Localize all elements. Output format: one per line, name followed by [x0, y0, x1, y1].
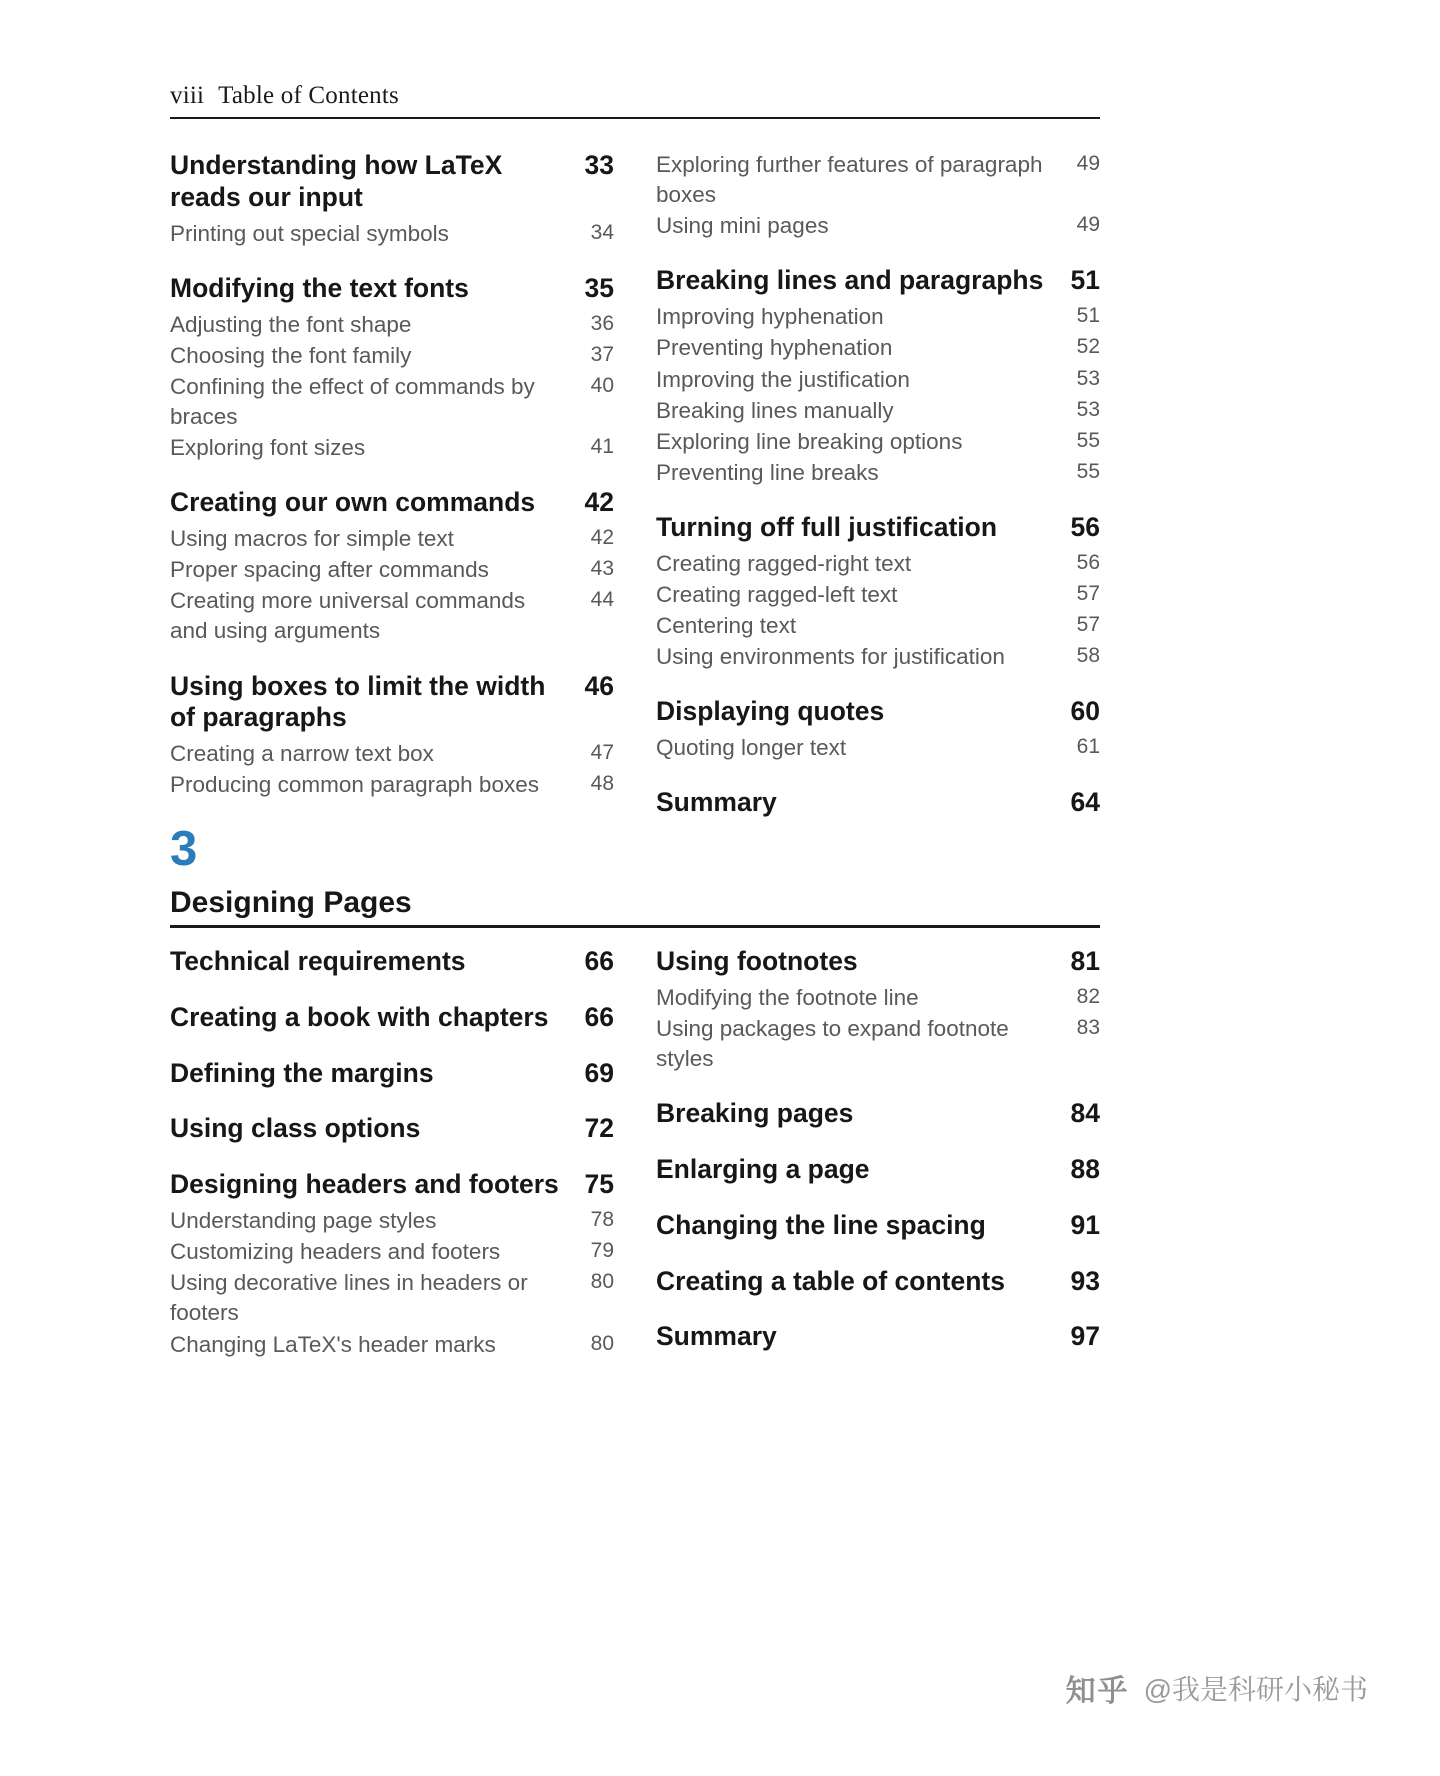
toc-entry-page-number: 41 — [590, 435, 614, 459]
toc-entry-subsection[interactable] — [656, 302, 1100, 332]
toc-entry-subsection[interactable] — [656, 733, 1100, 763]
toc-entry-section[interactable] — [656, 265, 1100, 297]
toc-entry-label: Creating ragged-left text — [656, 582, 898, 607]
watermark — [1066, 1666, 1368, 1710]
toc-entry-page-number: 56 — [1076, 550, 1100, 574]
toc-entry-page-number: 53 — [1076, 366, 1100, 390]
toc-entry-label: Using environments for justification — [656, 644, 1005, 670]
toc-entry-label: Centering text — [656, 613, 797, 639]
toc-column-right — [656, 150, 1100, 819]
toc-column-right — [656, 946, 1100, 1360]
toc-entry-label: Quoting longer text — [656, 735, 847, 761]
toc-entry-subsection[interactable] — [656, 396, 1100, 426]
toc-entry-section[interactable] — [656, 1266, 1100, 1298]
toc-entry-label: Preventing hyphenation — [656, 335, 893, 361]
toc-entry-label: Turning off full justification — [656, 512, 998, 543]
toc-entry-label: Choosing the font family — [170, 342, 412, 368]
toc-entry-section[interactable] — [656, 787, 1100, 819]
toc-entry-subsection[interactable] — [656, 150, 1100, 210]
toc-entry-page-number: 49 — [1076, 152, 1100, 175]
toc-entry-label: Defining the margins — [170, 1057, 434, 1088]
toc-entry-subsection[interactable] — [656, 983, 1100, 1013]
toc-entry-section[interactable] — [170, 1113, 614, 1145]
toc-entry-label: Preventing line breaks — [656, 459, 879, 485]
toc-entry-subsection[interactable] — [170, 770, 614, 800]
toc-entry-subsection[interactable] — [170, 219, 614, 249]
toc-entry-page-number: 64 — [1070, 787, 1100, 818]
toc-column-left — [170, 946, 614, 1360]
toc-entry-section[interactable] — [170, 671, 614, 735]
toc-entry-subsection[interactable] — [656, 642, 1100, 672]
toc-entry-label: Confining the effect of commands by braces — [170, 373, 535, 429]
toc-entry-subsection[interactable] — [170, 341, 614, 371]
chapter-number: 3 — [170, 822, 197, 876]
toc-entry-section[interactable] — [656, 1154, 1100, 1186]
toc-entry-page-number: 81 — [1070, 946, 1100, 976]
toc-entry-page-number: 40 — [590, 373, 614, 397]
toc-entry-label: Using boxes to limit the width of paragraphs — [170, 670, 546, 733]
toc-column-left — [170, 150, 614, 819]
toc-entry-page-number: 52 — [1076, 335, 1100, 359]
toc-entry-label: Breaking lines manually — [656, 397, 894, 423]
toc-entry-page-number: 55 — [1076, 428, 1100, 452]
toc-entry-section[interactable] — [170, 487, 614, 519]
toc-entry-label: Changing LaTeX's header marks — [170, 1331, 496, 1357]
chapter-title: Designing Pages — [170, 886, 412, 919]
toc-entry-label: Technical requirements — [170, 946, 466, 976]
toc-entry-label: Understanding page styles — [170, 1207, 437, 1233]
toc-entry-subsection[interactable] — [656, 365, 1100, 395]
toc-entry-label: Summary — [656, 1321, 777, 1352]
toc-entry-page-number: 33 — [584, 150, 614, 180]
toc-entry-page-number: 69 — [584, 1057, 614, 1088]
toc-entry-page-number: 88 — [1070, 1154, 1100, 1185]
toc-entry-page-number: 44 — [590, 588, 614, 612]
toc-entry-page-number: 53 — [1076, 397, 1100, 421]
toc-entry-subsection[interactable] — [170, 1268, 614, 1328]
running-head-title: Table of Contents — [218, 82, 399, 109]
toc-entry-label: Creating more universal commands and using arguments — [170, 588, 526, 644]
toc-entry-label: Printing out special symbols — [170, 220, 449, 246]
toc-entry-label: Improving hyphenation — [656, 304, 884, 330]
toc-entry-label: Changing the line spacing — [656, 1209, 986, 1240]
toc-entry-section[interactable] — [170, 1169, 614, 1201]
toc-entry-page-number: 66 — [584, 1001, 614, 1032]
toc-entry-label: Using macros for simple text — [170, 526, 454, 552]
toc-entry-label: Creating a book with chapters — [170, 1001, 549, 1032]
toc-entry-subsection[interactable] — [170, 555, 614, 585]
toc-entry-label: Using footnotes — [656, 946, 858, 976]
toc-entry-page-number: 75 — [584, 1169, 614, 1200]
toc-entry-label: Using decorative lines in headers or footers — [170, 1270, 528, 1326]
toc-entry-page-number: 78 — [590, 1207, 614, 1231]
toc-entry-page-number: 79 — [590, 1239, 614, 1263]
toc-chapter2-continued — [170, 150, 1100, 819]
toc-entry-subsection[interactable] — [656, 427, 1100, 457]
toc-entry-page-number: 72 — [584, 1113, 614, 1144]
toc-entry-page-number: 97 — [1070, 1321, 1100, 1352]
toc-entry-section[interactable] — [656, 1098, 1100, 1130]
toc-entry-page-number: 80 — [590, 1331, 614, 1355]
toc-entry-label: Creating ragged-right text — [656, 550, 912, 576]
toc-entry-section[interactable] — [656, 512, 1100, 544]
toc-entry-label: Modifying the text fonts — [170, 272, 469, 303]
toc-entry-section[interactable] — [656, 696, 1100, 728]
toc-entry-label: Modifying the footnote line — [656, 984, 919, 1010]
toc-entry-page-number: 58 — [1076, 644, 1100, 668]
toc-entry-label: Understanding how LaTeX reads our input — [170, 150, 503, 212]
toc-entry-page-number: 66 — [584, 946, 614, 976]
toc-entry-label: Designing headers and footers — [170, 1169, 559, 1200]
toc-entry-page-number: 42 — [584, 487, 614, 518]
toc-entry-label: Using packages to expand footnote styles — [656, 1015, 1009, 1072]
toc-entry-section[interactable] — [656, 1321, 1100, 1353]
toc-entry-section[interactable] — [656, 946, 1100, 978]
toc-entry-page-number: 49 — [1076, 213, 1100, 237]
toc-entry-label: Summary — [656, 787, 777, 818]
toc-entry-page-number: 57 — [1076, 582, 1100, 605]
toc-entry-label: Creating a narrow text box — [170, 741, 434, 767]
toc-entry-page-number: 80 — [590, 1270, 614, 1294]
toc-entry-label: Using mini pages — [656, 213, 829, 239]
toc-entry-subsection[interactable] — [656, 549, 1100, 579]
toc-entry-subsection[interactable] — [170, 372, 614, 432]
toc-entry-subsection[interactable] — [170, 433, 614, 463]
toc-entry-label: Creating a table of contents — [656, 1265, 1005, 1296]
toc-entry-page-number: 84 — [1070, 1098, 1100, 1129]
toc-entry-page-number: 47 — [590, 741, 614, 765]
toc-entry-label: Producing common paragraph boxes — [170, 772, 539, 798]
toc-entry-subsection[interactable] — [170, 310, 614, 340]
toc-entry-section[interactable] — [170, 1058, 614, 1090]
toc-entry-page-number: 43 — [590, 557, 614, 581]
toc-entry-label: Breaking pages — [656, 1098, 854, 1129]
toc-entry-subsection[interactable] — [656, 580, 1100, 610]
toc-entry-page-number: 91 — [1070, 1209, 1100, 1240]
toc-entry-subsection[interactable] — [656, 1014, 1100, 1074]
toc-entry-label: Displaying quotes — [656, 696, 885, 727]
toc-entry-subsection[interactable] — [656, 611, 1100, 641]
toc-entry-subsection[interactable] — [170, 1330, 614, 1360]
toc-entry-page-number: 42 — [590, 526, 614, 550]
toc-entry-label: Exploring line breaking options — [656, 428, 963, 454]
toc-entry-page-number: 82 — [1076, 984, 1100, 1008]
toc-entry-page-number: 37 — [590, 342, 614, 366]
toc-entry-section[interactable] — [170, 1002, 614, 1034]
toc-entry-section[interactable] — [170, 273, 614, 305]
toc-entry-label: Using class options — [170, 1113, 421, 1144]
toc-entry-label: Adjusting the font shape — [170, 311, 412, 337]
zhihu-logo: 知乎 — [1065, 1675, 1130, 1708]
toc-entry-page-number: 60 — [1070, 696, 1100, 727]
toc-entry-page-number: 51 — [1076, 304, 1100, 328]
toc-entry-label: Customizing headers and footers — [170, 1239, 501, 1265]
toc-entry-page-number: 51 — [1070, 265, 1100, 296]
toc-entry-page-number: 83 — [1076, 1015, 1100, 1039]
toc-entry-section[interactable] — [170, 946, 614, 978]
toc-entry-label: Proper spacing after commands — [170, 557, 489, 583]
toc-entry-subsection[interactable] — [170, 1206, 614, 1236]
toc-entry-page-number: 48 — [590, 772, 614, 796]
toc-entry-subsection[interactable] — [170, 586, 614, 646]
toc-entry-subsection[interactable] — [656, 333, 1100, 363]
toc-chapter3 — [170, 946, 1100, 1360]
toc-entry-section[interactable] — [656, 1210, 1100, 1242]
toc-entry-page-number: 61 — [1076, 735, 1100, 759]
toc-entry-subsection[interactable] — [170, 1237, 614, 1267]
toc-entry-subsection[interactable] — [170, 524, 614, 554]
chapter-rule — [170, 925, 1100, 928]
toc-entry-subsection[interactable] — [656, 211, 1100, 241]
folio-number: viii — [170, 82, 205, 109]
header-rule — [170, 117, 1100, 119]
toc-entry-label: Creating our own commands — [170, 487, 536, 518]
toc-entry-page-number: 46 — [584, 670, 614, 701]
toc-entry-label: Exploring further features of paragraph boxes — [656, 152, 1043, 208]
toc-entry-page-number: 93 — [1070, 1265, 1100, 1296]
toc-entry-page-number: 57 — [1076, 613, 1100, 637]
toc-entry-page-number: 34 — [590, 220, 614, 244]
toc-entry-page-number: 56 — [1070, 512, 1100, 543]
toc-entry-page-number: 36 — [590, 311, 614, 335]
toc-entry-label: Improving the justification — [656, 366, 910, 392]
toc-entry-label: Enlarging a page — [656, 1154, 870, 1185]
toc-entry-subsection[interactable] — [656, 458, 1100, 488]
toc-entry-page-number: 35 — [584, 272, 614, 303]
toc-entry-page-number: 55 — [1076, 459, 1100, 483]
running-head — [170, 82, 1100, 110]
zhihu-username: @我是科研小秘书 — [1143, 1674, 1368, 1705]
toc-entry-label: Breaking lines and paragraphs — [656, 265, 1044, 296]
toc-entry-section[interactable] — [170, 150, 614, 214]
toc-entry-label: Exploring font sizes — [170, 435, 366, 461]
toc-entry-subsection[interactable] — [170, 739, 614, 769]
